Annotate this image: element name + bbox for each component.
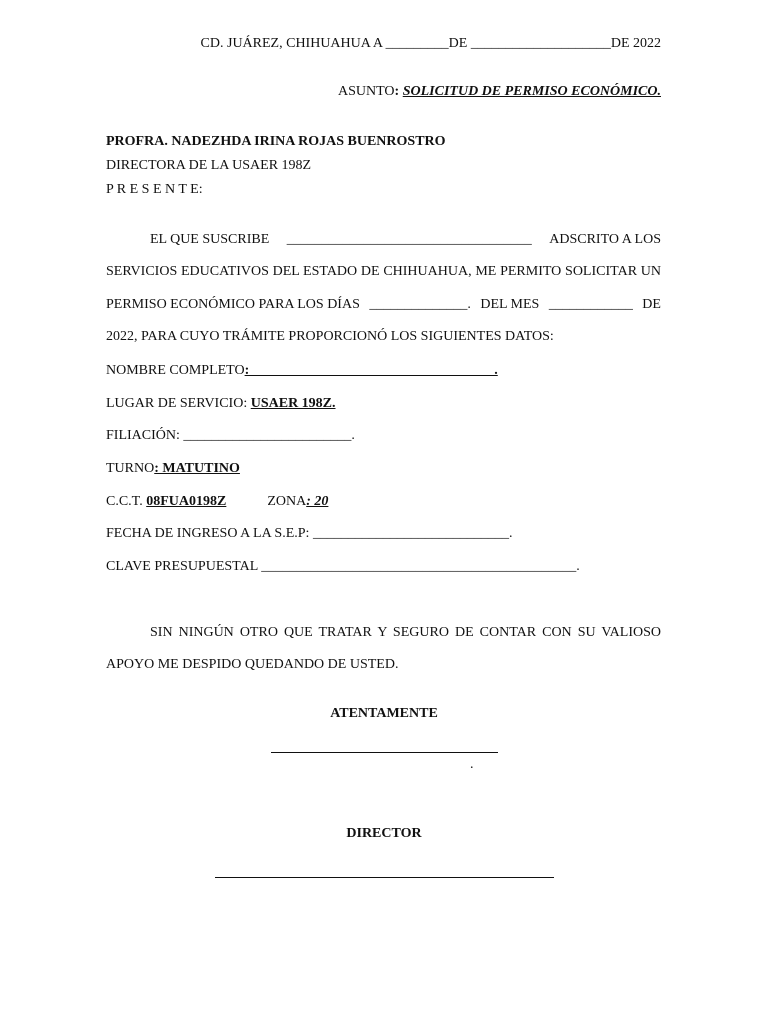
asunto-text: SOLICITUD DE PERMISO ECONÓMICO. — [402, 84, 661, 99]
zona-label: ZONA — [267, 494, 307, 509]
body-line-3-b: DEL MES — [480, 297, 540, 312]
asunto-label: ASUNTO — [338, 84, 395, 99]
cct-field — [106, 493, 328, 511]
clave-value: _____________________________________________. — [261, 559, 580, 574]
place-date-line: CD. JUÁREZ, CHIHUAHUA A _________DE ____________________DE 2022 — [200, 36, 661, 51]
filiacion-label: FILIACIÓN: — [106, 428, 184, 443]
body-line-2: SERVICIOS EDUCATIVOS DEL ESTADO DE CHIHUAHUA, ME PERMITO SOLICITAR UN — [106, 264, 661, 279]
nombre-value: :___________________________________. — [244, 363, 498, 378]
body-line-4: 2022, PARA CUYO TRÁMITE PROPORCIONÓ LOS SIGUIENTES DATOS: — [106, 329, 554, 344]
presente: P R E S E N T E: — [106, 182, 203, 197]
filiacion-value: ________________________. — [183, 428, 355, 443]
cct-label: C.C.T. — [106, 494, 147, 509]
body-line-1-end: ADSCRITO A LOS — [549, 232, 661, 247]
filiacion-field — [106, 427, 355, 445]
signature-dot: . — [470, 757, 474, 772]
turno-field — [106, 460, 240, 478]
clave-label: CLAVE PRESUPUESTAL — [106, 559, 262, 574]
suscribe-blank: ___________________________________ — [286, 232, 532, 247]
clave-field — [106, 558, 580, 576]
body-line-1 — [150, 231, 661, 249]
body-line-1-start: EL QUE SUSCRIBE — [150, 232, 270, 247]
signature-line — [271, 752, 498, 753]
atentamente: ATENTAMENTE — [330, 706, 438, 721]
director-signature-line — [215, 877, 554, 878]
dias-blank: ______________. — [369, 297, 471, 312]
fecha-value: ____________________________. — [312, 526, 513, 541]
lugar-value: USAER 198Z. — [250, 396, 336, 411]
closing-line-1-text: SIN NINGÚN OTRO QUE TRATAR Y SEGURO DE CONTAR CON SU VALIOSO — [150, 625, 661, 640]
lugar-label: LUGAR DE SERVICIO: — [106, 396, 251, 411]
fecha-field — [106, 525, 512, 543]
cct-value: 08FUA0198Z — [146, 494, 227, 509]
fecha-label: FECHA DE INGRESO A LA S.E.P: — [106, 526, 313, 541]
asunto-line — [338, 83, 661, 101]
asunto-colon: : — [394, 84, 400, 99]
closing-line-1 — [150, 624, 661, 642]
director-label: DIRECTOR — [346, 826, 422, 841]
lugar-field — [106, 395, 336, 413]
body-line-3 — [106, 296, 661, 314]
nombre-field — [106, 362, 498, 380]
recipient-title: DIRECTORA DE LA USAER 198Z — [106, 158, 312, 173]
body-line-3-a: PERMISO ECONÓMICO PARA LOS DÍAS — [106, 297, 360, 312]
closing-line-2: APOYO ME DESPIDO QUEDANDO DE USTED. — [106, 657, 399, 672]
recipient-name: PROFRA. NADEZHDA IRINA ROJAS BUENROSTRO — [106, 134, 446, 149]
nombre-label: NOMBRE COMPLETO — [106, 363, 245, 378]
zona-value: : 20 — [306, 494, 329, 509]
mes-blank: ____________ — [548, 297, 633, 312]
turno-value: : MATUTINO — [154, 461, 240, 476]
body-line-3-c: DE — [642, 297, 661, 312]
turno-label: TURNO — [106, 461, 155, 476]
